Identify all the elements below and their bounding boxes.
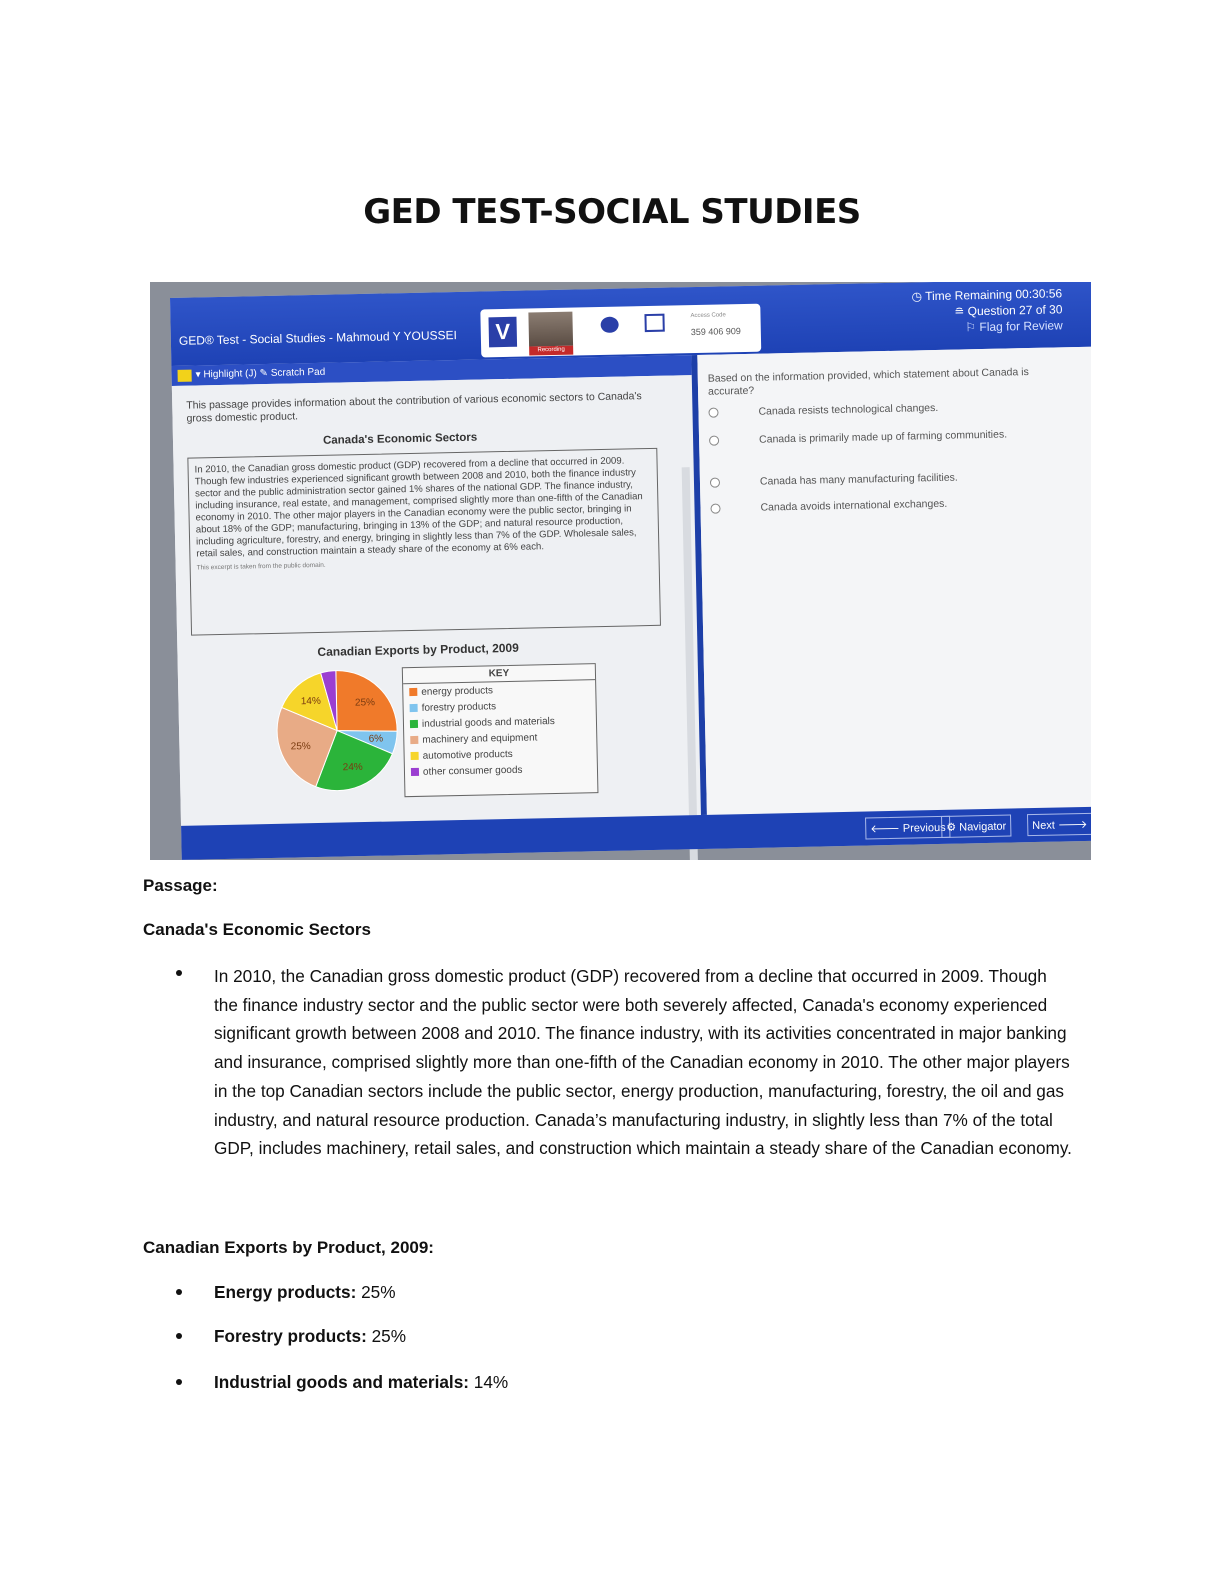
test-screen <box>170 282 1091 860</box>
pie-slice-label: 14% <box>300 695 321 708</box>
recording-label: Recording <box>529 346 573 356</box>
legend-swatch <box>410 704 418 712</box>
test-screenshot <box>150 282 1091 860</box>
navigator-button[interactable]: ⚙ Navigator <box>941 815 1011 838</box>
exports-heading: Canadian Exports by Product, 2009: <box>143 1238 434 1257</box>
question-text: Based on the information provided, which statement about Canada is accurate? <box>707 366 1029 398</box>
bullet-icon <box>176 1333 186 1343</box>
export-item-label: Forestry products: <box>214 1326 367 1346</box>
bullet-icon <box>176 970 186 980</box>
answer-option[interactable] <box>708 399 1088 418</box>
export-item <box>214 1372 508 1393</box>
answer-option[interactable] <box>710 495 1090 514</box>
exam-title: GED® Test - Social Studies - Mahmoud Y YOUSSEI <box>178 328 458 348</box>
export-item-label: Energy products: <box>214 1282 357 1302</box>
pie-chart <box>274 667 401 794</box>
access-code: 359 406 909 <box>690 326 741 338</box>
passage-intro: This passage provides information about the contribution of various economic sectors to Canada's gross domestic product. <box>186 390 642 425</box>
bullet-icon <box>176 1379 186 1389</box>
export-item <box>214 1326 406 1347</box>
chart-title: Canadian Exports by Product, 2009 <box>317 640 519 659</box>
radio-icon[interactable] <box>708 408 718 418</box>
legend-label: forestry products <box>421 701 497 714</box>
passage-box <box>187 448 661 636</box>
export-item <box>214 1282 395 1303</box>
previous-button[interactable]: 🡐 Previous <box>865 816 951 840</box>
webcam-feed <box>528 312 573 347</box>
sectors-heading: Canada's Economic Sectors <box>143 920 371 939</box>
answer-option[interactable] <box>709 427 1089 446</box>
highlight-color-icon[interactable] <box>178 370 192 382</box>
radio-icon[interactable] <box>710 504 720 514</box>
answer-option[interactable] <box>710 469 1090 488</box>
export-item-value: 25% <box>371 1326 406 1346</box>
legend-label: industrial goods and materials <box>421 716 555 730</box>
legend-label: other consumer goods <box>422 764 523 778</box>
pie-slice-label: 25% <box>290 741 311 753</box>
whiteboard-icon[interactable] <box>644 314 664 332</box>
legend-swatch <box>411 768 419 776</box>
document-title: GED TEST-SOCIAL STUDIES <box>363 192 861 232</box>
bullet-icon <box>176 1289 186 1299</box>
legend-swatch <box>410 736 418 744</box>
timer-block <box>911 285 1063 336</box>
pie-slice-label: 6% <box>368 733 384 745</box>
access-code-label: Access Code <box>690 312 726 320</box>
legend-label: energy products <box>421 685 494 698</box>
legend-label: machinery and equipment <box>422 732 538 746</box>
legend-swatch <box>409 688 417 696</box>
proctor-panel <box>480 304 761 358</box>
export-item-label: Industrial goods and materials: <box>214 1372 469 1392</box>
radio-icon[interactable] <box>710 478 720 488</box>
next-button[interactable]: Next 🡒 <box>1027 813 1091 836</box>
scratch-pad-button[interactable]: ✎ Scratch Pad <box>259 366 326 380</box>
time-remaining: ◷ Time Remaining 00:30:56 <box>911 286 1063 304</box>
question-counter: ≘ Question 27 of 30 <box>954 302 1063 319</box>
legend-swatch <box>410 720 418 728</box>
chat-icon[interactable] <box>600 317 618 333</box>
chart-legend <box>402 663 599 797</box>
passage-source: This excerpt is taken from the public domain. <box>196 561 326 572</box>
passage-section-title: Canada's Economic Sectors <box>322 431 478 447</box>
export-item-value: 25% <box>361 1282 396 1302</box>
flag-for-review-button[interactable]: ⚐ Flag for Review <box>965 318 1063 335</box>
legend-title: KEY <box>403 664 595 684</box>
pie-slice-label: 24% <box>342 761 363 774</box>
answer-option-label: Canada is primarily made up of farming communities. <box>758 428 1008 446</box>
answer-option-label: Canada resists technological changes. <box>758 401 939 418</box>
answer-option-label: Canada avoids international exchanges. <box>760 497 948 514</box>
passage-label: Passage: <box>143 876 218 895</box>
pie-slice-label: 25% <box>354 697 376 709</box>
v-logo-icon: V <box>488 317 517 348</box>
radio-icon[interactable] <box>709 436 719 446</box>
highlight-button[interactable]: ▾ Highlight (J) <box>195 368 257 381</box>
legend-swatch <box>411 752 419 760</box>
passage-pane <box>172 375 701 826</box>
question-pane <box>697 347 1091 815</box>
passage-text: In 2010, the Canadian gross domestic product (GDP) recovered from a decline that occurred in 2009. Though few industries experienced significant growth between 2008 and 2010, both the finance industry sector and the public administration sector gained 1% shares of the national GDP. The finance industry, including insurance, real estate, and management, comprised slightly more than one-fifth of the Canadian economy in 2010. The other major players in the Canadian economy were the public sector, bringing in about 18% of the GDP; manufacturing, bringing in 13% of the GDP; and natural resource production, including agriculture, forestry, and energy, bringing in slightly less than 7% of the GDP. Wholesale sales, retail sales, and construction maintain a steady share of the economy at 6% each. <box>194 455 643 560</box>
legend-label: automotive products <box>422 748 513 762</box>
answer-option-label: Canada has many manufacturing facilities. <box>759 471 958 488</box>
export-item-value: 14% <box>473 1372 509 1392</box>
sectors-paragraph: In 2010, the Canadian gross domestic product (GDP) recovered from a decline that occurred in 2009. Though the finance industry sector and the public sector were both severely affected, Canada's economy experienced significant growth between 2008 and 2010. The finance industry, with its activities concentrated in major banking and insurance, comprised slightly more than one-fifth of the Canadian economy in 2010. The other major players in the top Canadian sectors include the public sector, energy production, manufacturing, forestry, the oil and gas industry, and natural resource production. Canada’s manufacturing industry, in slightly less than 7% of the total GDP, includes machinery, retail sales, and construction which maintain a steady share of the Canadian economy. <box>214 966 1072 1159</box>
